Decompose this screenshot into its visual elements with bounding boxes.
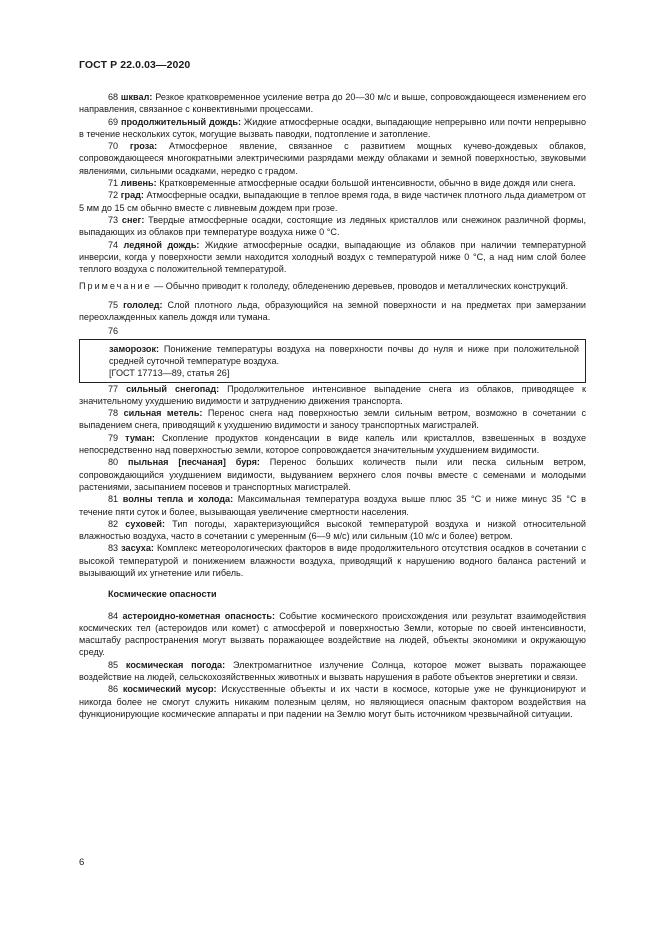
entry-term: засуха: (121, 543, 154, 554)
entry-number: 81 (108, 494, 119, 505)
entry-number: 75 (108, 299, 119, 310)
entry-71 (79, 177, 586, 189)
boxed-definition-text (109, 343, 579, 368)
section-title: Космические опасности (108, 589, 217, 600)
entry-text: Продолжительное интенсивное выпадение снега из облаков, приводящее к значительному ухудшению видимости и затруднению движения транспорта. (79, 383, 587, 406)
entry-term: гроза: (129, 141, 158, 152)
entry-79 (79, 432, 586, 457)
entry-text: Максимальная температура воздуха выше плюс 35 °C и ниже минус 35 °C в течение пяти суток и более, вызывающая увеличение смертности населения. (79, 494, 586, 517)
entries-group-meteo (79, 91, 586, 275)
entry-number: 69 (108, 116, 119, 127)
entry-number: 74 (108, 239, 119, 250)
entry-text: Перенос снега над поверхностью земли сильным ветром, возможно в сочетании с выпадением снега, приводящий к ухудшению видимости и заносу транспортных магистралей. (79, 408, 586, 431)
entry-number: 79 (108, 432, 119, 443)
entry-77 (79, 383, 586, 408)
entry-term: космическая погода: (125, 659, 226, 670)
entry-term: астероидно-кометная опасность: (122, 610, 275, 621)
entry-term: туман: (125, 432, 155, 443)
entry-number: 70 (108, 141, 119, 152)
document-header: ГОСТ Р 22.0.03—2020 (79, 59, 191, 71)
entry-text: Искусственные объекты и их части в космосе, которые уже не функционируют и никогда более не смогут служить никаким полезным целям, но являющиеся опасным фактором воздействия на функционирующие космические аппараты и при падении на Землю могут быть источником чрезвычайной ситуации. (79, 684, 586, 719)
entry-85 (79, 659, 586, 684)
boxed-definition (79, 339, 586, 383)
entry-number: 72 (108, 190, 119, 201)
entry-number: 86 (108, 684, 119, 695)
note-text: Обычно приводит к гололеду, обледенению деревьев, проводов и металлических конструкций. (165, 281, 568, 292)
entry-number: 85 (108, 659, 119, 670)
entry-text: Кратковременные атмосферные осадки большой интенсивности, обычно в виде дождя или снега. (159, 178, 576, 189)
entry-number: 83 (108, 543, 119, 554)
entry-text: Понижение температуры воздуха на поверхности почвы до нуля и ниже при положительной средней суточной температуре воздуха. (109, 343, 580, 366)
entry-term: сильный снегопад: (126, 383, 220, 394)
entry-number: 71 (108, 178, 119, 189)
entry-term: волны тепла и холода: (122, 494, 234, 505)
entries-group-space (79, 610, 586, 721)
entry-term: снег: (121, 214, 145, 225)
entry-term: ледяной дождь: (123, 239, 200, 250)
entry-number: 73 (108, 214, 119, 225)
entry-text: Комплекс метеорологических факторов в виде продолжительного отсутствия осадков в сочетании с высокой температурой и понижением влажности воздуха, приводящий к нарушению водного баланса растений и вызывающий их угнетение или гибель. (79, 543, 586, 578)
entry-83 (79, 542, 586, 579)
entry-term: шквал: (120, 92, 153, 102)
page-number: 6 (79, 857, 85, 868)
note-paragraph (79, 280, 586, 292)
entry-86 (79, 683, 586, 720)
entry-76 (79, 325, 586, 382)
entry-81 (79, 493, 586, 518)
entry-73 (79, 214, 586, 239)
entry-number: 76 (108, 326, 119, 337)
entries-group-weather (79, 383, 586, 580)
entry-text: Атмосферные осадки, выпадающие в теплое время года, в виде частичек плотного льда диаметром от 5 мм до 15 см обычно вместе с ливневым дождем при грозе. (79, 190, 587, 213)
entry-78 (79, 407, 586, 432)
entry-text: Жидкие атмосферные осадки, выпадающие непрерывно или почти непрерывно в течение нескольких суток, могущие вызвать паводки, подтопление и затопление. (79, 116, 587, 139)
entry-80 (79, 456, 586, 493)
entry-text: Жидкие атмосферные осадки, выпадающие из облаков при наличии температурной инверсии, когда у поверхности земли находится холодный воздух с температурой ниже 0 °C, а над ним слой более теплого воздуха с положительной температурой. (79, 239, 586, 275)
entry-term: продолжительный дождь: (120, 116, 242, 127)
entry-term: заморозок: (109, 343, 160, 354)
entry-text: Электромагнитное излучение Солнца, которое может вызвать поражающее воздействие на людей, сельскохозяйственных животных и вызвать нарушения в работе объектов энергетики и связи. (79, 659, 587, 683)
entry-82 (79, 518, 586, 543)
entry-term: сильная метель: (123, 408, 203, 419)
entry-number: 84 (108, 610, 119, 621)
entry-term: суховей: (125, 518, 166, 529)
entry-number: 68 (108, 92, 119, 102)
entry-number: 78 (108, 408, 119, 419)
entry-term: пыльная [песчаная] буря: (128, 457, 260, 468)
entry-term: космический мусор: (122, 684, 217, 695)
entry-74 (79, 239, 586, 276)
entry-84 (79, 610, 586, 659)
document-body (79, 91, 586, 720)
entry-text: Событие космического происхождения или результат взаимодействия космических тел (астероидов или комет) с атмосферой и поверхностью Земли, которые по своей интенсивности, масштабу распространения могут вызвать поражающее воздействие на людей, объекты экономики и окружающую среду. (79, 610, 587, 658)
entry-text: Скопление продуктов конденсации в виде капель или кристаллов, взвешенных в воздухе непосредственно над поверхностью земли, которое сопровождается значительным ухудшением видимости. (79, 432, 587, 456)
entry-70 (79, 140, 586, 177)
entry-term: град: (120, 190, 144, 201)
entry-text: Атмосферное явление, связанное с развитием мощных кучево-дождевых облаков, сопровождающееся многократными электрическими разрядами между облаками и земной поверхностью, звуковыми явлениями, сильными осадками, нередко с градом. (79, 141, 586, 176)
entry-number: 82 (108, 518, 119, 529)
entry-term: гололед: (123, 299, 163, 310)
entry-text: Резкое кратковременное усиление ветра до 20—30 м/с и выше, сопровождающееся изменением его направления, связанное с конвективными процессами. (79, 92, 587, 115)
entry-term: ливень: (120, 178, 157, 189)
entry-text: Тип погоды, характеризующийся высокой температурой воздуха и низкой относительной влажностью воздуха, часто в сочетании с умеренным (6—9 м/с) или сильным (10 м/с и более) ветром. (79, 518, 587, 542)
entry-number: 77 (108, 383, 119, 394)
entry-text: Перенос больших количеств пыли или песка сильным ветром, сопровождающийся ухудшением видимости, выдуванием верхнего слоя почвы вместе с семенами и молодыми растениями, засыпанием посевов и транспортных магистралей. (79, 457, 586, 492)
entry-72 (79, 189, 586, 214)
entry-69 (79, 116, 586, 141)
entry-75 (79, 299, 586, 324)
note-label: Примечание (79, 281, 152, 292)
entry-text: Твердые атмосферные осадки, состоящие из ледяных кристаллов или снежинок различной формы, выпадающих из облаков при температуре воздуха ниже 0 °C. (79, 214, 586, 238)
entry-number: 80 (108, 457, 119, 468)
standard-reference: [ГОСТ 17713—89, статья 26] (109, 368, 230, 379)
entry-68 (79, 91, 586, 116)
note-dash: — (154, 281, 164, 292)
entry-text: Слой плотного льда, образующийся на земной поверхности и на предметах при замерзании переохлажденных капель дождя или тумана. (79, 299, 586, 323)
